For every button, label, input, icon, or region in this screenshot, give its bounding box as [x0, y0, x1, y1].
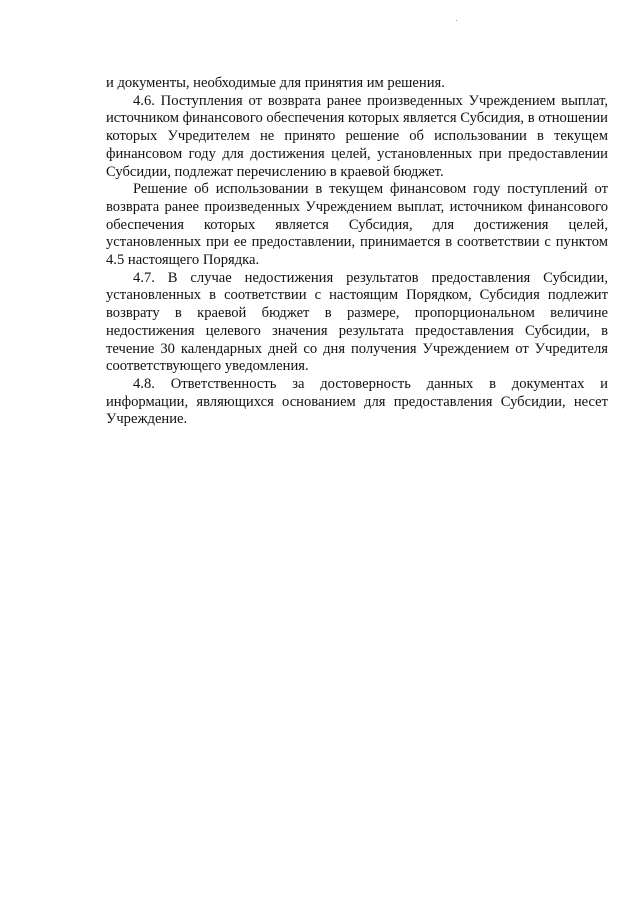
paragraph-4-6: 4.6. Поступления от возврата ранее произведенных Учреждением выплат, источником финансового обеспечения которых является Субсидия, в отношении которых Учредителем не принято решение об использовании в текущем финансовом году для достижения целей, установленных при предоставлении Субсидии, подлежат перечислению в краевой бюджет. — [106, 92, 608, 180]
paragraph-decision: Решение об использовании в текущем финансовом году поступлений от возврата ранее произведенных Учреждением выплат, источником финансового обеспечения которых является Субсидия, для достижения целей, установленных при ее предоставлении, принимается в соответствии с пунктом 4.5 настоящего Порядка. — [106, 181, 608, 269]
document-body — [106, 75, 608, 429]
paragraph-4-8: 4.8. Ответственность за достоверность данных в документах и информации, являющихся основанием для предоставления Субсидии, несет Учреждение. — [106, 375, 608, 428]
paragraph-continuation: и документы, необходимые для принятия им решения. — [106, 75, 445, 91]
paragraph-4-7: 4.7. В случае недостижения результатов предоставления Субсидии, установленных в соответствии с настоящим Порядком, Субсидия подлежит возврату в краевой бюджет в размере, пропорциональном величине недостижения целевого значения результата предоставления Субсидии, в течение 30 календарных дней со дня получения Учреждением от Учредителя соответствующего уведомления. — [106, 269, 608, 375]
scan-speck — [456, 20, 457, 21]
